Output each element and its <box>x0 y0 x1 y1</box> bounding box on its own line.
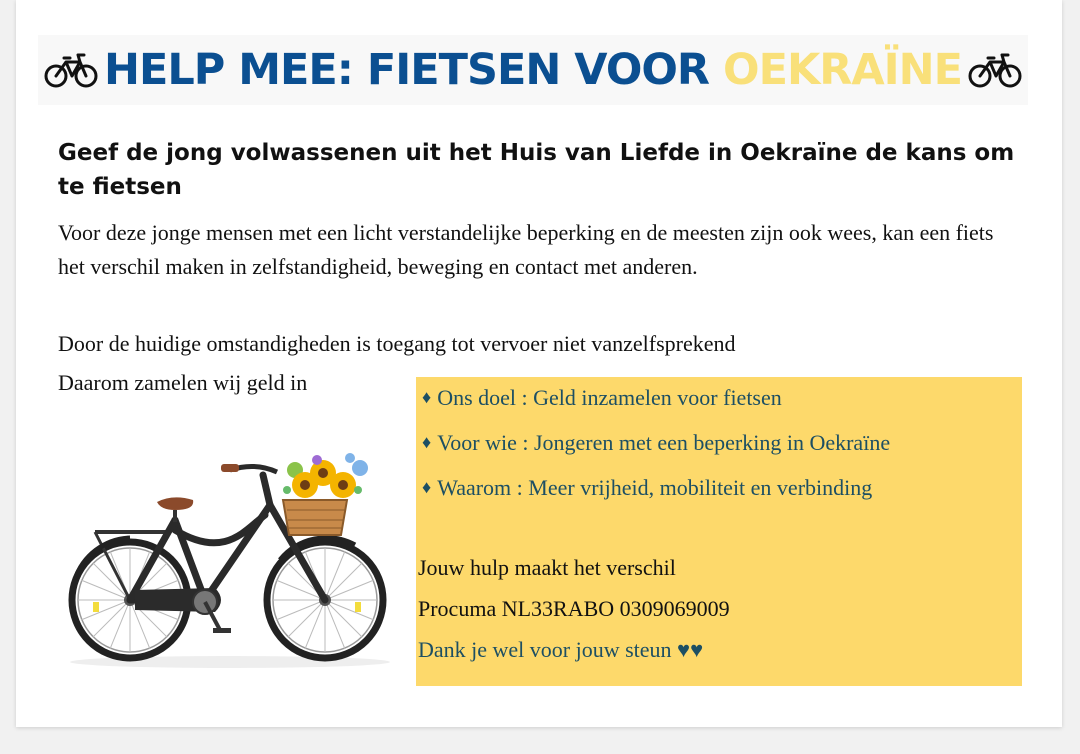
info-bullet: ♦ Waarom : Meer vrijheid, mobiliteit en verbinding <box>422 475 873 500</box>
diamond-bullet-icon: ♦ <box>422 477 432 497</box>
page-title <box>38 45 1028 95</box>
intro-paragraph: Voor deze jonge mensen met een licht verstandelijke beperking en de meesten zijn ook wees, kan een fiets het verschil maken in zelfstandigheid, beweging en contact met anderen. <box>58 220 994 279</box>
info-bullet: ♦ Voor wie : Jongeren met een beperking in Oekraïne <box>422 430 891 455</box>
intro-paragraph: Door de huidige omstandigheden is toegang tot vervoer niet vanzelfsprekend <box>58 331 736 356</box>
bank-account-line: Procuma NL33RABO 0309069009 <box>418 596 730 621</box>
intro-subtitle: Geef de jong volwassenen uit het Huis van Liefde in Oekraïne de kans om te fietsen <box>58 140 1015 200</box>
title-accent-text: OEKRAÏNE <box>723 45 963 95</box>
bicycle-icon <box>968 50 1022 90</box>
flower-basket <box>283 453 368 535</box>
info-box <box>416 377 1022 686</box>
diamond-bullet-icon: ♦ <box>422 387 432 407</box>
intro-paragraph: Daarom zamelen wij geld in <box>58 370 308 395</box>
sunflowers <box>283 453 368 498</box>
help-line: Jouw hulp maakt het verschil <box>418 555 676 580</box>
thanks-line: Dank je wel voor jouw steun ♥♥ <box>418 637 704 662</box>
title-banner <box>38 35 1028 105</box>
title-main-text: HELP MEE: FIETSEN VOOR <box>103 45 710 95</box>
info-bullet: ♦ Ons doel : Geld inzamelen voor fietsen <box>422 385 782 410</box>
bicycle-with-flower-basket-illustration <box>55 440 400 670</box>
bicycle-icon <box>44 50 98 90</box>
diamond-bullet-icon: ♦ <box>422 432 432 452</box>
